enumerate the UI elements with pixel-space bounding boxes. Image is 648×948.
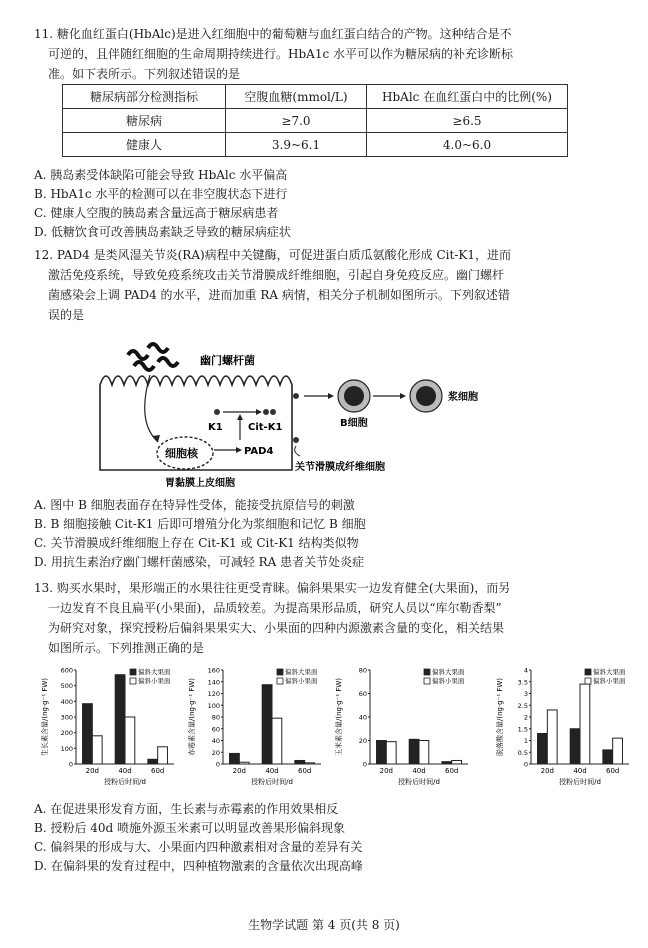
table-header-cell: 空腹血糖(mmol/L)	[226, 85, 367, 109]
bar-large-face	[230, 753, 240, 764]
y-tick-label: 40	[358, 713, 367, 722]
bar-chart	[187, 664, 327, 790]
fibro-pointer	[295, 446, 300, 456]
x-axis-label: 授粉后时间/d	[398, 778, 440, 786]
y-tick-label: 1.5	[517, 725, 528, 734]
legend-label: 偏斜大果面	[593, 668, 626, 676]
q13-stem-line4: 如图所示。下列推测正确的是	[48, 641, 205, 655]
bar-chart	[495, 664, 635, 790]
bar-large-face	[83, 704, 93, 764]
q11-stem-line1: 11. 糖化血红蛋白(HbAlc)是进入红细胞中的葡萄糖与血红蛋白结合的产物。这种结合是不	[34, 27, 512, 41]
legend-label: 偏斜大果面	[285, 668, 318, 676]
q11-option-c: C. 健康人空腹的胰岛素含量远高于糖尿病患者	[34, 206, 279, 220]
q12-mechanism-diagram	[90, 330, 580, 490]
y-tick-label: 0	[68, 760, 73, 769]
x-tick-label: 60d	[297, 767, 312, 775]
label-plasma: 浆细胞	[448, 392, 478, 403]
y-tick-label: 20	[211, 748, 220, 757]
q11-option-a: A. 胰岛素受体缺陷可能会导致 HbAlc 水平偏高	[34, 168, 288, 182]
bar-small-face	[305, 763, 315, 764]
bar-large-face	[603, 750, 613, 764]
q13-option-a: A. 在促进果形发育方面，生长素与赤霉素的作用效果相反	[34, 802, 339, 816]
table-cell: 糖尿病	[63, 109, 226, 133]
bar-large-face	[115, 675, 125, 764]
bar-small-face	[419, 741, 429, 765]
q11-stem-line2: 可逆的，且伴随红细胞的生命周期持续进行。HbA1c 水平可以作为糖尿病的补充诊断标	[48, 47, 513, 61]
y-tick-label: 160	[207, 666, 220, 675]
legend-swatch	[277, 669, 283, 675]
arrowhead-icon	[400, 393, 406, 399]
q12-stem-line3: 菌感染会上调 PAD4 的水平，进而加重 RA 病情，相关分子机制如图所示。下列叙述错	[48, 288, 510, 302]
y-tick-label: 600	[60, 666, 73, 675]
legend-label: 偏斜小果面	[593, 677, 626, 685]
y-tick-label: 0	[523, 760, 528, 769]
y-tick-label: 0	[215, 760, 220, 769]
y-tick-label: 20	[358, 737, 367, 745]
bar-chart	[334, 664, 474, 790]
table-cell: ≥7.0	[226, 109, 367, 133]
x-tick-label: 60d	[150, 767, 165, 775]
y-tick-label: 80	[211, 713, 220, 722]
table-header-cell: 糖尿病部分检测指标	[63, 85, 226, 109]
bar-small-face	[547, 710, 557, 764]
label-fibroblast: 关节滑膜成纤维细胞	[295, 462, 385, 473]
legend-swatch	[130, 678, 136, 684]
legend-swatch	[277, 678, 283, 684]
y-tick-label: 400	[60, 697, 73, 706]
y-tick-label: 4	[523, 666, 528, 675]
y-axis-label: 赤霉素含量/(ng·g⁻¹ FW)	[188, 677, 196, 757]
label-pad4: PAD4	[244, 446, 274, 457]
table-cell: 4.0~6.0	[367, 133, 568, 157]
q11-table	[62, 84, 568, 157]
q13-stem-line1: 13. 购买水果时，果形端正的水果往往更受青睐。偏斜果果实一边发育健全(大果面)，而另	[34, 581, 511, 595]
q13-stem-line2: 一边发育不良且扁平(小果面)，品质较差。为提高果形品质，研究人员以“库尔勒香梨”	[48, 601, 502, 615]
arrowhead-icon	[328, 393, 334, 399]
y-axis-label: 玉米素含量/(ng·g⁻¹ FW)	[335, 677, 343, 757]
bar-small-face	[239, 762, 249, 764]
label-bacteria: 幽门螺杆菌	[200, 354, 255, 367]
q12-option-c: C. 关节滑膜成纤维细胞上存在 Cit-K1 或 Cit-K1 结构类似物	[34, 536, 359, 550]
bar-small-face	[92, 736, 102, 764]
x-tick-label: 40d	[265, 767, 279, 775]
bar-large-face	[262, 685, 272, 764]
table-cell: 健康人	[63, 133, 226, 157]
y-tick-label: 60	[358, 690, 367, 698]
table-row	[63, 109, 568, 133]
label-epithelial: 胃黏膜上皮细胞	[165, 478, 235, 489]
label-citk1: Cit-K1	[248, 422, 283, 433]
q12-option-b: B. B 细胞接触 Cit-K1 后即可增殖分化为浆细胞和记忆 B 细胞	[34, 517, 366, 531]
q13-option-d: D. 在偏斜果的发育过程中，四种植物激素的含量依次出现高峰	[34, 859, 363, 873]
x-axis-label: 授粉后时间/d	[559, 778, 601, 786]
label-k1: K1	[208, 422, 223, 433]
q11-option-b: B. HbA1c 水平的检测可以在非空腹状态下进行	[34, 187, 288, 201]
bar-large-face	[377, 741, 387, 765]
q13-options	[34, 800, 624, 876]
y-axis-label: 脱落酸含量/(ng·g⁻¹ FW)	[496, 677, 504, 757]
y-tick-label: 0	[362, 760, 367, 769]
page-footer: 生物学试题 第 4 页(共 8 页)	[248, 918, 400, 932]
q12-stem-line1: 12. PAD4 是类风湿关节炎(RA)病程中关键酶，可促进蛋白质瓜氨酸化形成 Cit-K1，进而	[34, 248, 511, 262]
citk1-dot	[293, 437, 299, 443]
legend-label: 偏斜大果面	[432, 668, 465, 676]
bar-small-face	[580, 684, 590, 764]
q11-stem-line3: 准。如下表所示。下列叙述错误的是	[48, 67, 241, 81]
y-tick-label: 500	[60, 682, 73, 691]
bar-chart	[40, 664, 180, 790]
q12-stem-line4: 误的是	[48, 308, 85, 322]
q13-stem-line3: 为研究对象，探究授粉后偏斜果果实大、小果面的四种内源激素含量的变化，相关结果	[48, 621, 505, 635]
legend-label: 偏斜小果面	[285, 677, 318, 685]
table-header-row	[63, 85, 568, 109]
x-tick-label: 20d	[540, 767, 555, 775]
bar-small-face	[272, 718, 282, 764]
q12-option-a: A. 图中 B 细胞表面存在特异性受体，能接受抗原信号的刺激	[34, 498, 355, 512]
x-tick-label: 60d	[444, 767, 459, 775]
q11-options	[34, 166, 624, 242]
x-tick-label: 20d	[85, 767, 100, 775]
x-tick-label: 40d	[573, 767, 587, 775]
legend-label: 偏斜小果面	[138, 677, 171, 685]
y-tick-label: 100	[207, 701, 220, 710]
bar-large-face	[442, 762, 452, 764]
y-tick-label: 80	[358, 666, 367, 675]
x-axis-label: 授粉后时间/d	[251, 778, 293, 786]
arrowhead-icon	[152, 435, 160, 442]
arrowhead-icon	[237, 414, 243, 420]
bacteria-icon	[128, 344, 178, 370]
y-tick-label: 40	[211, 737, 220, 745]
legend-swatch	[585, 678, 591, 684]
plasma-cell-nucleus-icon	[416, 386, 436, 406]
arrowhead-icon	[256, 409, 262, 415]
legend-swatch	[130, 669, 136, 675]
x-tick-label: 40d	[412, 767, 426, 775]
question-13	[34, 578, 624, 658]
y-tick-label: 3	[523, 690, 528, 698]
x-tick-label: 20d	[379, 767, 394, 775]
bar-small-face	[158, 747, 168, 764]
table-cell: 3.9~6.1	[226, 133, 367, 157]
y-tick-label: 200	[60, 729, 73, 738]
y-tick-label: 60	[211, 725, 220, 734]
table-header-cell: HbAlc 在血红蛋白中的比例(%)	[367, 85, 568, 109]
legend-swatch	[424, 669, 430, 675]
q11-option-d: D. 低糖饮食可改善胰岛素缺乏导致的糖尿病症状	[34, 225, 291, 239]
y-tick-label: 1	[523, 737, 528, 745]
table-row	[63, 133, 568, 157]
bar-large-face	[409, 739, 419, 764]
legend-label: 偏斜小果面	[432, 677, 465, 685]
b-cell-nucleus-icon	[344, 386, 364, 406]
bar-small-face	[125, 717, 135, 764]
k1-dot	[214, 409, 220, 415]
q12-stem-line2: 激活免疫系统，导致免疫系统攻击关节滑膜成纤维细胞，引起自身免疫反应。幽门螺杆	[48, 268, 505, 282]
q13-charts	[40, 664, 630, 794]
citk1-dot	[263, 409, 269, 415]
y-tick-label: 2.5	[517, 701, 528, 710]
x-tick-label: 40d	[118, 767, 132, 775]
bar-large-face	[148, 759, 158, 764]
label-nucleus: 细胞核	[165, 447, 198, 460]
y-tick-label: 140	[207, 678, 220, 687]
x-tick-label: 60d	[605, 767, 620, 775]
citk1-dot	[270, 409, 276, 415]
question-11	[34, 24, 624, 84]
bar-large-face	[570, 729, 580, 764]
y-tick-label: 120	[207, 690, 220, 698]
bar-small-face	[613, 738, 623, 764]
q12-options	[34, 496, 624, 572]
legend-swatch	[585, 669, 591, 675]
y-tick-label: 100	[60, 744, 73, 753]
citk1-dot	[293, 393, 299, 399]
legend-label: 偏斜大果面	[138, 668, 171, 676]
x-axis-label: 授粉后时间/d	[104, 778, 146, 786]
q12-option-d: D. 用抗生素治疗幽门螺杆菌感染，可减轻 RA 患者关节处炎症	[34, 555, 365, 569]
arrow-signal	[145, 375, 158, 442]
bar-large-face	[295, 760, 305, 764]
table-cell: ≥6.5	[367, 109, 568, 133]
y-tick-label: 2	[523, 713, 528, 722]
q13-option-b: B. 授粉后 40d 喷施外源玉米素可以明显改善果形偏斜现象	[34, 821, 346, 835]
y-tick-label: 300	[60, 713, 73, 722]
label-bcell: B细胞	[340, 418, 368, 429]
question-12	[34, 245, 624, 325]
y-tick-label: 3.5	[517, 678, 528, 687]
bar-small-face	[452, 760, 462, 764]
arrowhead-icon	[236, 447, 242, 453]
x-tick-label: 20d	[232, 767, 247, 775]
q13-option-c: C. 偏斜果的形成与大、小果面内四种激素相对含量的差异有关	[34, 840, 363, 854]
bar-large-face	[538, 733, 548, 764]
legend-swatch	[424, 678, 430, 684]
bar-small-face	[386, 742, 396, 764]
y-tick-label: 0.5	[517, 748, 528, 757]
y-axis-label: 生长素含量/(ng·g⁻¹ FW)	[41, 677, 49, 757]
